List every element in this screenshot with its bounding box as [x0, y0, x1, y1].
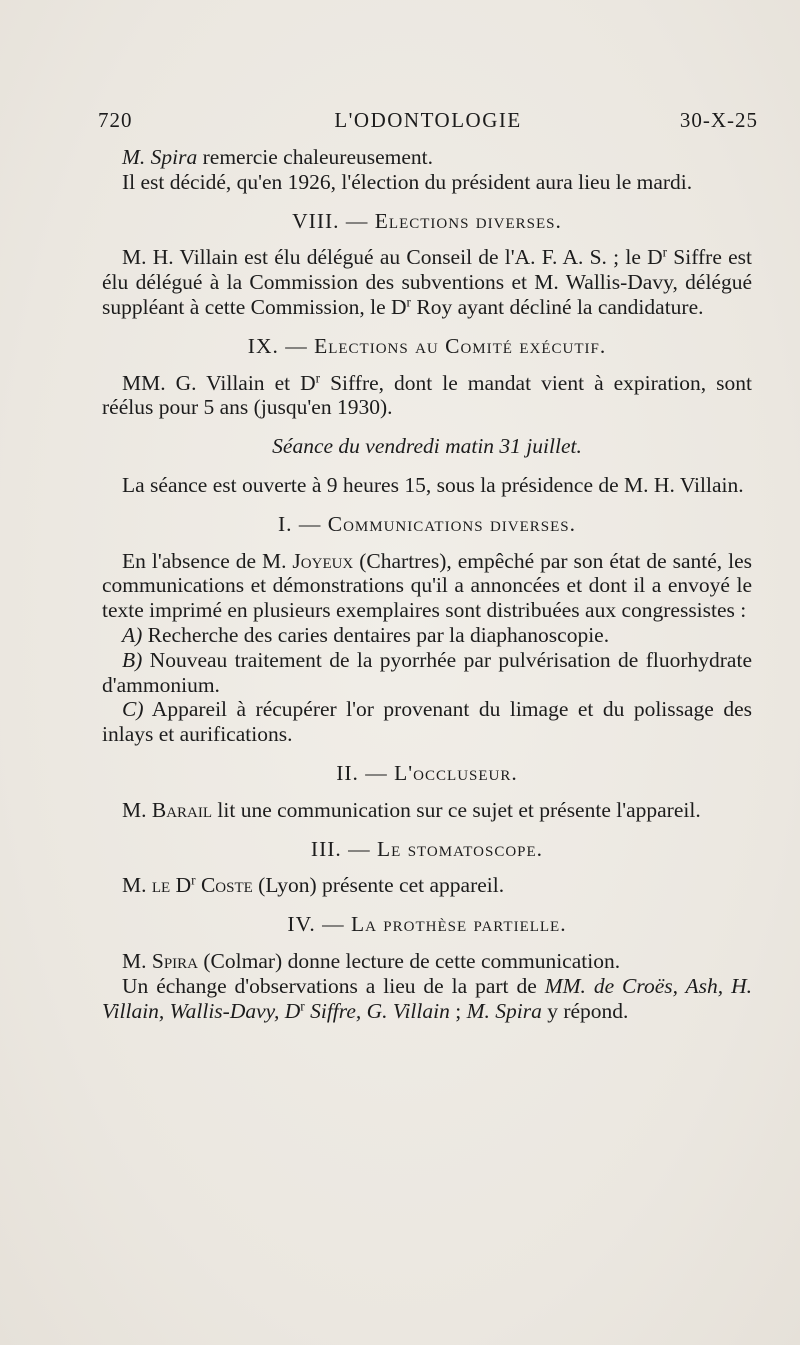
paragraph-text: Siffre, dont le mandat vient à expiration, sont réélus pour 5 ans (jusqu'en 1930). — [102, 370, 753, 420]
paragraph-text: MM. G. Villain et D — [122, 370, 316, 395]
paragraph-text: (Chartres), empêché par son état de santé, les communications et démonstrations qu'il a annoncées et dont il a envoyé le texte imprimé en plusieurs exemplaires sont distribuées aux congressistes : — [102, 548, 752, 623]
issue-date: 30-X-25 — [679, 108, 758, 132]
paragraph-text: lit une communication sur ce sujet et présente l'appareil. — [212, 797, 701, 822]
paragraph-text: remercie chaleureusement. — [197, 145, 434, 169]
item-text: Recherche des caries dentaires par la diaphanoscopie. — [142, 622, 610, 647]
paragraph-text: ; — [449, 998, 467, 1023]
paragraph-text: M. — [122, 797, 152, 822]
person-name: Coste — [200, 873, 253, 898]
section-heading-i: I. — Communications diverses. — [277, 511, 577, 536]
paragraph-text: le — [151, 873, 171, 898]
paragraph-text: M. — [122, 948, 152, 973]
paragraph-reelection — [102, 371, 752, 421]
paragraph-text: Roy ayant décliné la candidature. — [410, 294, 704, 319]
section-heading-ix: IX. — Elections au Comité exécutif. — [247, 333, 607, 358]
paragraph-text: (Colmar) donne lecture de cette communication. — [198, 948, 621, 973]
item-text: Nouveau traitement de la pyorrhée par pulvérisation de fluorhydrate d'ammonium. — [102, 647, 752, 697]
list-item — [102, 697, 752, 747]
page-number: 720 — [98, 108, 133, 132]
superscript: r — [191, 873, 196, 888]
superscript: r — [662, 245, 668, 261]
item-letter: B) — [122, 647, 143, 672]
person-name: Spira — [151, 948, 199, 973]
section-heading-viii: VIII. — Elections diverses. — [292, 208, 562, 233]
superscript: r — [300, 998, 305, 1014]
paragraph-delegates — [102, 245, 752, 319]
superscript: r — [315, 370, 321, 386]
section-heading-iv: IV. — La prothèse partielle. — [287, 912, 567, 937]
paragraph-stomatoscope — [102, 873, 752, 898]
paragraph-text: En l'absence de M. — [122, 548, 293, 573]
list-item — [102, 648, 752, 698]
page-body — [102, 145, 752, 1023]
person-names: MM. de Croës, Ash, H. Villain, Wallis-Davy, D — [102, 973, 752, 1023]
paragraph-session-opening: La séance est ouverte à 9 heures 15, sous la présidence de M. H. Villain. — [122, 472, 744, 497]
paragraph-occluseur — [102, 798, 752, 823]
section-heading-iii: III. — Le stomatoscope. — [310, 836, 544, 861]
paragraph-text: M. — [122, 873, 152, 898]
paragraph-communications — [102, 549, 752, 623]
paragraph-observations — [102, 974, 752, 1024]
journal-title: L'ODONTOLOGIE — [334, 108, 522, 132]
paragraph-text: y répond. — [541, 998, 629, 1023]
paragraph-spira-thanks — [102, 145, 752, 170]
session-heading: Séance du vendredi matin 31 juillet. — [272, 434, 582, 459]
running-header — [98, 108, 758, 138]
item-letter: C) — [122, 697, 144, 722]
section-heading-ii: II. — L'occluseur. — [336, 760, 518, 785]
person-name: Joyeux — [292, 548, 354, 573]
paragraph-text: Un échange d'observations a lieu de la part de — [122, 973, 545, 998]
person-name: M. Spira — [466, 998, 542, 1023]
paragraph-text: Siffre est élu délégué à la Commission des subventions et M. Wallis-Davy, délégué suppléant à cette Commission, le D — [102, 245, 752, 319]
paragraph-text: (Lyon) présente cet appareil. — [252, 873, 505, 898]
person-name: Barail — [151, 797, 213, 822]
superscript: r — [406, 294, 411, 310]
person-names: Siffre, G. Villain — [304, 998, 450, 1023]
paragraph-text: D — [170, 873, 192, 898]
paragraph-election-decision: Il est décidé, qu'en 1926, l'élection du président aura lieu le mardi. — [122, 169, 693, 194]
paragraph-text: M. H. Villain est élu délégué au Conseil de l'A. F. A. S. ; le D — [122, 245, 663, 270]
paragraph-prothese — [102, 949, 752, 974]
list-item — [102, 623, 752, 648]
item-text: Appareil à récupérer l'or provenant du limage et du polissage des inlays et aurifications. — [102, 697, 752, 747]
speaker-name: M. Spira — [122, 145, 198, 169]
item-letter: A) — [122, 622, 143, 647]
